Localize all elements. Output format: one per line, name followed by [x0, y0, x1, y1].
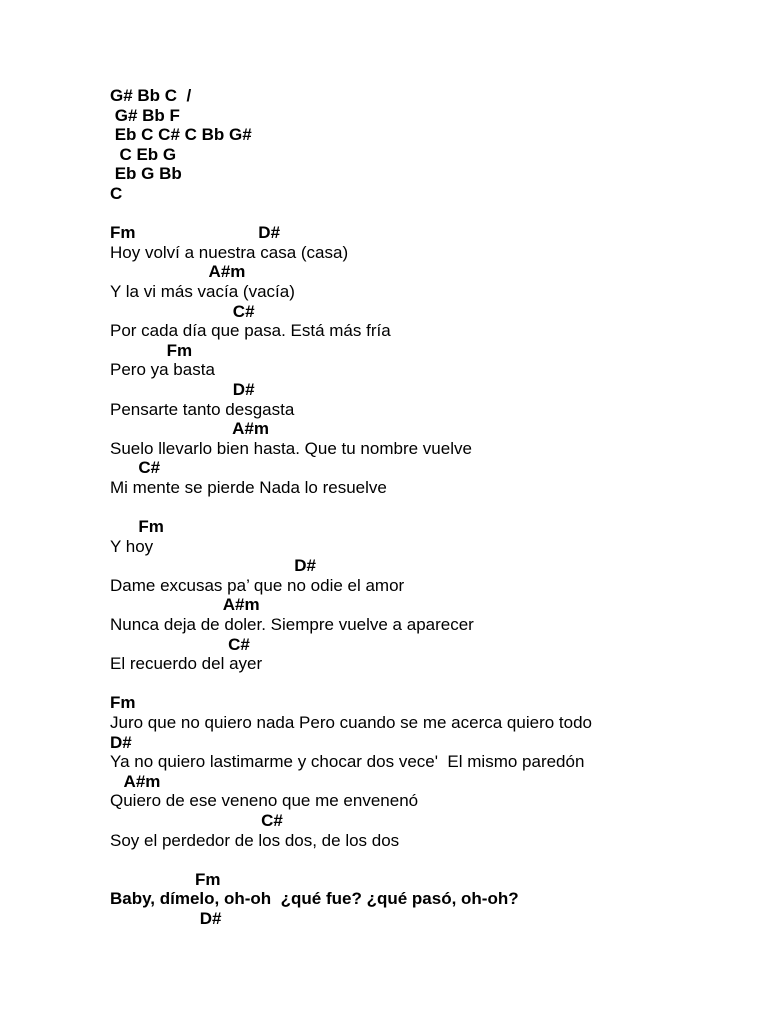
lyric-line: El recuerdo del ayer [110, 654, 263, 674]
verse-1 [110, 223, 750, 497]
lyric-line: Nunca deja de doler. Siempre vuelve a aparecer [110, 615, 474, 635]
chord-line: A#m [110, 419, 270, 439]
lyric-line: Suelo llevarlo bien hasta. Que tu nombre vuelve [110, 438, 472, 458]
chord-line: A#m [110, 595, 260, 615]
lyric-line: Juro que no quiero nada Pero cuando se me acerca quiero todo [110, 713, 592, 732]
verse-2 [110, 517, 750, 674]
chord-line: C# [110, 634, 250, 654]
blank-line [110, 497, 750, 517]
chord-line: D# [110, 908, 222, 928]
lyric-line: Pensarte tanto desgasta [110, 399, 295, 419]
blank-line [110, 204, 750, 224]
chord-line: Fm [110, 693, 136, 713]
verse-3 [110, 693, 750, 850]
lyric-line: Y la vi más vacía (vacía) [110, 281, 295, 301]
lyric-line: Soy el perdedor de los dos, de los dos [110, 830, 400, 850]
intro-line: C [110, 183, 123, 203]
lyric-line: Pero ya basta [110, 360, 215, 380]
chorus-lyric-line: Baby, dímelo, oh-oh ¿qué fue? ¿qué pasó, oh-oh? [110, 889, 519, 909]
lyric-line: Y hoy [110, 536, 154, 556]
chord-line: D# [110, 556, 316, 576]
chord-sheet [110, 86, 750, 929]
intro-line: C Eb G [110, 144, 177, 164]
lyric-line: Mi mente se pierde Nada lo resuelve [110, 477, 387, 497]
chord-line: C# [110, 810, 283, 830]
intro-line: G# Bb F [110, 105, 180, 125]
chord-line: C# [110, 301, 255, 321]
chord-line: Fm [110, 340, 193, 360]
chord-line: A#m [110, 262, 246, 282]
chord-line: A#m [110, 771, 161, 791]
intro-line: Eb C C# C Bb G# [110, 125, 252, 145]
lyric-line: Hoy volví a nuestra casa (casa) [110, 242, 349, 262]
lyric-line: Ya no quiero lastimarme y chocar dos vece' El mismo paredón [110, 752, 585, 772]
chord-line: Fm [110, 517, 164, 537]
chorus [110, 870, 750, 929]
blank-line [110, 674, 750, 694]
intro-line: Eb G Bb [110, 164, 182, 184]
lyric-line: Dame excusas pa’ que no odie el amor [110, 575, 405, 595]
chord-line: D# [110, 379, 255, 399]
lyric-line: Por cada día que pasa. Está más fría [110, 321, 391, 341]
chord-line: Fm D# [110, 223, 281, 243]
chord-line: Fm [110, 869, 221, 889]
intro-line: G# Bb C / [110, 86, 192, 105]
chord-line: C# [110, 458, 161, 478]
intro-section [110, 86, 750, 204]
lyric-line: Quiero de ese veneno que me envenenó [110, 791, 419, 811]
blank-line [110, 850, 750, 870]
chord-line: D# [110, 732, 132, 752]
